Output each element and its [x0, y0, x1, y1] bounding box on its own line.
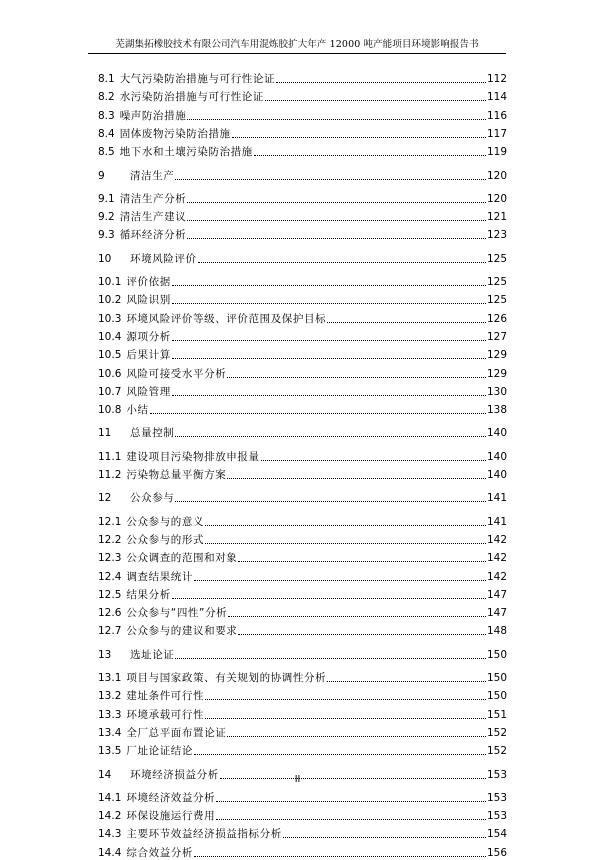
- toc-entry-title: 厂址论证结论: [126, 745, 193, 758]
- running-header: 芜湖集拓橡胶技术有限公司汽车用混炼胶扩大年产 12000 吨产能项目环境影响报告书: [115, 39, 479, 50]
- toc-dot-leader: [238, 561, 486, 562]
- toc-entry-title: 全厂总平面布置论证: [126, 726, 227, 739]
- toc-dot-leader: [175, 436, 486, 437]
- toc-section-entry[interactable]: [98, 515, 507, 529]
- toc-entry-page: 114: [486, 91, 507, 104]
- toc-entry-number: 14.4: [98, 846, 122, 859]
- toc-entry-title: 环境风险评价: [130, 252, 197, 265]
- toc-section-entry[interactable]: [98, 192, 507, 206]
- toc-entry-title: 公众参与“四性”分析: [126, 607, 228, 620]
- toc-entry-title: 噪声防治措施: [119, 109, 187, 122]
- toc-section-entry[interactable]: [98, 90, 507, 104]
- toc-entry-title: 清洁生产: [130, 169, 175, 182]
- toc-section-entry[interactable]: [98, 689, 507, 703]
- toc-entry-page: 138: [486, 404, 507, 417]
- toc-entry-page: 121: [486, 211, 507, 224]
- toc-entry-title: 结果分析: [126, 588, 171, 601]
- toc-section-entry[interactable]: [98, 210, 507, 224]
- toc-entry-title: 大气污染防治措施与可行性论证: [119, 73, 276, 85]
- toc-dot-leader: [238, 634, 486, 635]
- toc-entry-title: 选址论证: [130, 648, 175, 661]
- toc-entry-number: 12.4: [98, 570, 122, 583]
- toc-entry-page: 142: [486, 533, 507, 546]
- toc-section-entry[interactable]: [98, 726, 507, 740]
- toc-entry-number: 14: [98, 768, 112, 781]
- toc-dot-leader: [227, 377, 486, 378]
- toc-section-entry[interactable]: [98, 588, 507, 602]
- toc-entry-number: 12.1: [98, 515, 122, 528]
- toc-entry-number: 10.3: [98, 312, 122, 325]
- toc-section-entry[interactable]: [98, 809, 507, 823]
- toc-entry-number: 13: [98, 648, 112, 661]
- toc-entry-title: 后果计算: [126, 349, 171, 362]
- toc-dot-leader: [261, 460, 486, 461]
- toc-entry-number: 9.3: [98, 229, 115, 242]
- toc-entry-page: 120: [486, 192, 507, 205]
- toc-dot-leader: [205, 525, 486, 526]
- toc-dot-leader: [276, 82, 486, 83]
- toc-entry-number: 12.6: [98, 607, 122, 620]
- toc-dot-leader: [265, 100, 486, 101]
- toc-entry-page: 141: [486, 515, 507, 528]
- toc-entry-number: 12.7: [98, 625, 122, 638]
- toc-entry-number: 10.6: [98, 367, 122, 380]
- toc-entry-page: 142: [486, 570, 507, 583]
- toc-section-entry[interactable]: [98, 708, 507, 722]
- toc-entry-number: 11.2: [98, 469, 122, 481]
- toc-section-entry[interactable]: [98, 551, 507, 565]
- toc-section-entry[interactable]: [98, 312, 507, 326]
- toc-section-entry[interactable]: [98, 450, 507, 464]
- toc-entry-page: 142: [486, 552, 507, 565]
- toc-entry-number: 14.1: [98, 791, 122, 804]
- toc-entry-number: 14.3: [98, 828, 122, 841]
- toc-entry-page: 129: [486, 367, 507, 380]
- toc-entry-number: 10.5: [98, 349, 122, 362]
- toc-entry-number: 10.7: [98, 385, 122, 398]
- toc-entry-page: 127: [486, 330, 507, 343]
- toc-section-entry[interactable]: [98, 827, 507, 841]
- toc-entry-page: 125: [486, 252, 507, 265]
- toc-entry-title: 建设项目污染物排放申报量: [126, 450, 260, 463]
- toc-entry-page: 150: [486, 690, 507, 703]
- header-rule: [88, 53, 506, 54]
- toc-section-entry[interactable]: [98, 744, 507, 758]
- toc-dot-leader: [205, 543, 486, 544]
- toc-entry-title: 调查结果统计: [126, 570, 193, 583]
- toc-entry-page: 140: [486, 450, 507, 463]
- toc-entry-number: 12: [98, 492, 112, 505]
- toc-section-entry[interactable]: [98, 533, 507, 547]
- toc-entry-page: 119: [486, 146, 507, 159]
- toc-chapter-entry[interactable]: [98, 648, 507, 662]
- toc-entry-page: 123: [486, 229, 507, 242]
- toc-entry-number: 9: [98, 169, 105, 182]
- toc-section-entry[interactable]: [98, 293, 507, 307]
- toc-section-entry[interactable]: [98, 624, 507, 638]
- toc-entry-title: 公众参与: [130, 492, 175, 505]
- toc-entry-title: 循环经济分析: [119, 229, 187, 242]
- toc-entry-title: 水污染防治措施与可行性论证: [119, 91, 265, 104]
- toc-section-entry[interactable]: [98, 275, 507, 289]
- toc-entry-title: 清洁生产分析: [119, 192, 187, 205]
- page-number: II: [294, 774, 301, 785]
- toc-dot-leader: [327, 681, 486, 682]
- toc-entry-page: 116: [486, 109, 507, 122]
- toc-section-entry[interactable]: [98, 109, 507, 123]
- toc-entry-title: 固体废物污染防治措施: [119, 127, 231, 140]
- toc-entry-number: 12.3: [98, 552, 122, 565]
- toc-section-entry[interactable]: [98, 145, 507, 159]
- toc-dot-leader: [205, 699, 486, 700]
- toc-entry-number: 8.1: [98, 73, 115, 85]
- toc-entry-page: 153: [486, 791, 507, 804]
- toc-dot-leader: [283, 837, 486, 838]
- toc-entry-page: 153: [486, 810, 507, 823]
- toc-dot-leader: [172, 395, 486, 396]
- toc-dot-leader: [175, 501, 486, 502]
- toc-entry-page: 150: [486, 672, 507, 684]
- toc-entry-number: 11.1: [98, 450, 122, 463]
- toc-entry-title: 风险可接受水平分析: [126, 367, 227, 380]
- toc-entry-number: 9.2: [98, 211, 115, 224]
- toc-entry-title: 风险识别: [126, 294, 171, 307]
- toc-entry-page: 156: [486, 846, 507, 859]
- toc-entry-title: 环境经济损益分析: [130, 768, 219, 781]
- toc-dot-leader: [172, 340, 486, 341]
- toc-entry-title: 环境经济效益分析: [126, 791, 216, 804]
- toc-entry-number: 8.5: [98, 146, 115, 159]
- toc-entry-page: 112: [486, 73, 507, 85]
- toc-dot-leader: [187, 238, 486, 239]
- toc-section-entry[interactable]: [98, 72, 507, 86]
- toc-entry-page: 147: [486, 588, 507, 601]
- toc-entry-number: 13.1: [98, 672, 122, 684]
- toc-dot-leader: [205, 718, 486, 719]
- toc-entry-title: 建址条件可行性: [126, 690, 205, 703]
- toc-dot-leader: [227, 736, 486, 737]
- toc-entry-page: 141: [486, 492, 507, 505]
- toc-entry-title: 小结: [126, 404, 149, 417]
- toc-section-entry[interactable]: [98, 385, 507, 399]
- toc-entry-page: 125: [486, 294, 507, 307]
- toc-entry-title: 总量控制: [130, 427, 175, 440]
- toc-section-entry[interactable]: [98, 846, 507, 860]
- toc-chapter-entry[interactable]: [98, 426, 507, 440]
- toc-entry-number: 10.1: [98, 276, 122, 288]
- toc-dot-leader: [216, 801, 486, 802]
- toc-entry-number: 8.3: [98, 109, 115, 122]
- toc-entry-page: 151: [486, 708, 507, 721]
- toc-entry-number: 8.2: [98, 91, 115, 104]
- toc-entry-title: 环保设施运行费用: [126, 810, 216, 823]
- toc-entry-page: 152: [486, 745, 507, 758]
- toc-dot-leader: [187, 119, 486, 120]
- toc-section-entry[interactable]: [98, 468, 507, 482]
- toc-section-entry[interactable]: [98, 791, 507, 805]
- toc-entry-title: 污染物总量平衡方案: [126, 469, 227, 481]
- toc-chapter-entry[interactable]: [98, 491, 507, 505]
- toc-entry-page: 126: [486, 312, 507, 325]
- toc-entry-number: 9.1: [98, 192, 115, 205]
- toc-dot-leader: [216, 819, 486, 820]
- toc-entry-page: 120: [486, 169, 507, 182]
- toc-dot-leader: [187, 202, 486, 203]
- toc-entry-page: 125: [486, 276, 507, 288]
- toc-entry-page: 117: [486, 127, 507, 140]
- toc-section-entry[interactable]: [98, 671, 507, 685]
- toc-entry-page: 153: [486, 768, 507, 781]
- toc-dot-leader: [175, 179, 486, 180]
- toc-dot-leader: [150, 413, 486, 414]
- toc-entry-title: 源项分析: [126, 330, 171, 343]
- toc-entry-page: 154: [486, 828, 507, 841]
- toc-dot-leader: [172, 285, 486, 286]
- toc-section-entry[interactable]: [98, 606, 507, 620]
- toc-entry-title: 环境承载可行性: [126, 708, 205, 721]
- toc-entry-page: 148: [486, 625, 507, 638]
- toc-entry-page: 130: [486, 385, 507, 398]
- toc-chapter-entry[interactable]: [98, 169, 507, 183]
- toc-dot-leader: [254, 155, 486, 156]
- toc-section-entry[interactable]: [98, 570, 507, 584]
- toc-dot-leader: [327, 322, 486, 323]
- toc-entry-page: 147: [486, 607, 507, 620]
- toc-dot-leader: [194, 580, 486, 581]
- toc-section-entry[interactable]: [98, 127, 507, 141]
- toc-entry-page: 140: [486, 469, 507, 481]
- toc-entry-title: 公众调查的范围和对象: [126, 552, 238, 565]
- toc-entry-title: 地下水和土壤污染防治措施: [119, 146, 253, 159]
- toc-section-entry[interactable]: [98, 348, 507, 362]
- toc-chapter-entry[interactable]: [98, 252, 507, 266]
- toc-dot-leader: [172, 303, 486, 304]
- toc-entry-title: 清洁生产建议: [119, 211, 187, 224]
- toc-entry-number: 12.2: [98, 533, 122, 546]
- toc-section-entry[interactable]: [98, 228, 507, 242]
- toc-dot-leader: [194, 856, 486, 857]
- toc-entry-number: 10.8: [98, 404, 122, 417]
- toc-entry-page: 152: [486, 726, 507, 739]
- toc-dot-leader: [198, 262, 486, 263]
- toc-dot-leader: [232, 137, 486, 138]
- toc-entry-title: 评价依据: [126, 276, 171, 288]
- toc-entry-number: 10.4: [98, 330, 122, 343]
- toc-entry-title: 公众参与的意义: [126, 515, 205, 528]
- toc-entry-number: 12.5: [98, 588, 122, 601]
- toc-entry-title: 公众参与的形式: [126, 533, 205, 546]
- toc-entry-number: 8.4: [98, 127, 115, 140]
- toc-entry-number: 13.4: [98, 726, 122, 739]
- toc-dot-leader: [187, 220, 486, 221]
- toc-entry-page: 129: [486, 349, 507, 362]
- toc-entry-number: 13.5: [98, 745, 122, 758]
- toc-entry-number: 13.2: [98, 690, 122, 703]
- toc-entry-number: 11: [98, 427, 112, 440]
- toc-entry-title: 综合效益分析: [126, 846, 193, 859]
- toc-entry-title: 环境风险评价等级、评价范围及保护目标: [126, 312, 327, 325]
- toc-dot-leader: [172, 358, 486, 359]
- toc-dot-leader: [227, 478, 486, 479]
- toc-section-entry[interactable]: [98, 403, 507, 417]
- toc-entry-title: 主要环节效益经济损益指标分析: [126, 828, 282, 841]
- toc-entry-page: 140: [486, 427, 507, 440]
- toc-entry-title: 公众参与的建议和要求: [126, 625, 238, 638]
- toc-entry-title: 风险管理: [126, 385, 171, 398]
- toc-entry-page: 150: [486, 648, 507, 661]
- toc-section-entry[interactable]: [98, 330, 507, 344]
- toc-entry-number: 10.2: [98, 294, 122, 307]
- toc-dot-leader: [172, 598, 486, 599]
- toc-dot-leader: [228, 616, 486, 617]
- toc-dot-leader: [175, 658, 486, 659]
- toc-entry-title: 项目与国家政策、有关规划的协调性分析: [126, 672, 327, 684]
- toc-entry-number: 13.3: [98, 708, 122, 721]
- toc-dot-leader: [194, 754, 486, 755]
- toc-section-entry[interactable]: [98, 367, 507, 381]
- toc-entry-number: 14.2: [98, 810, 122, 823]
- toc-entry-number: 10: [98, 252, 112, 265]
